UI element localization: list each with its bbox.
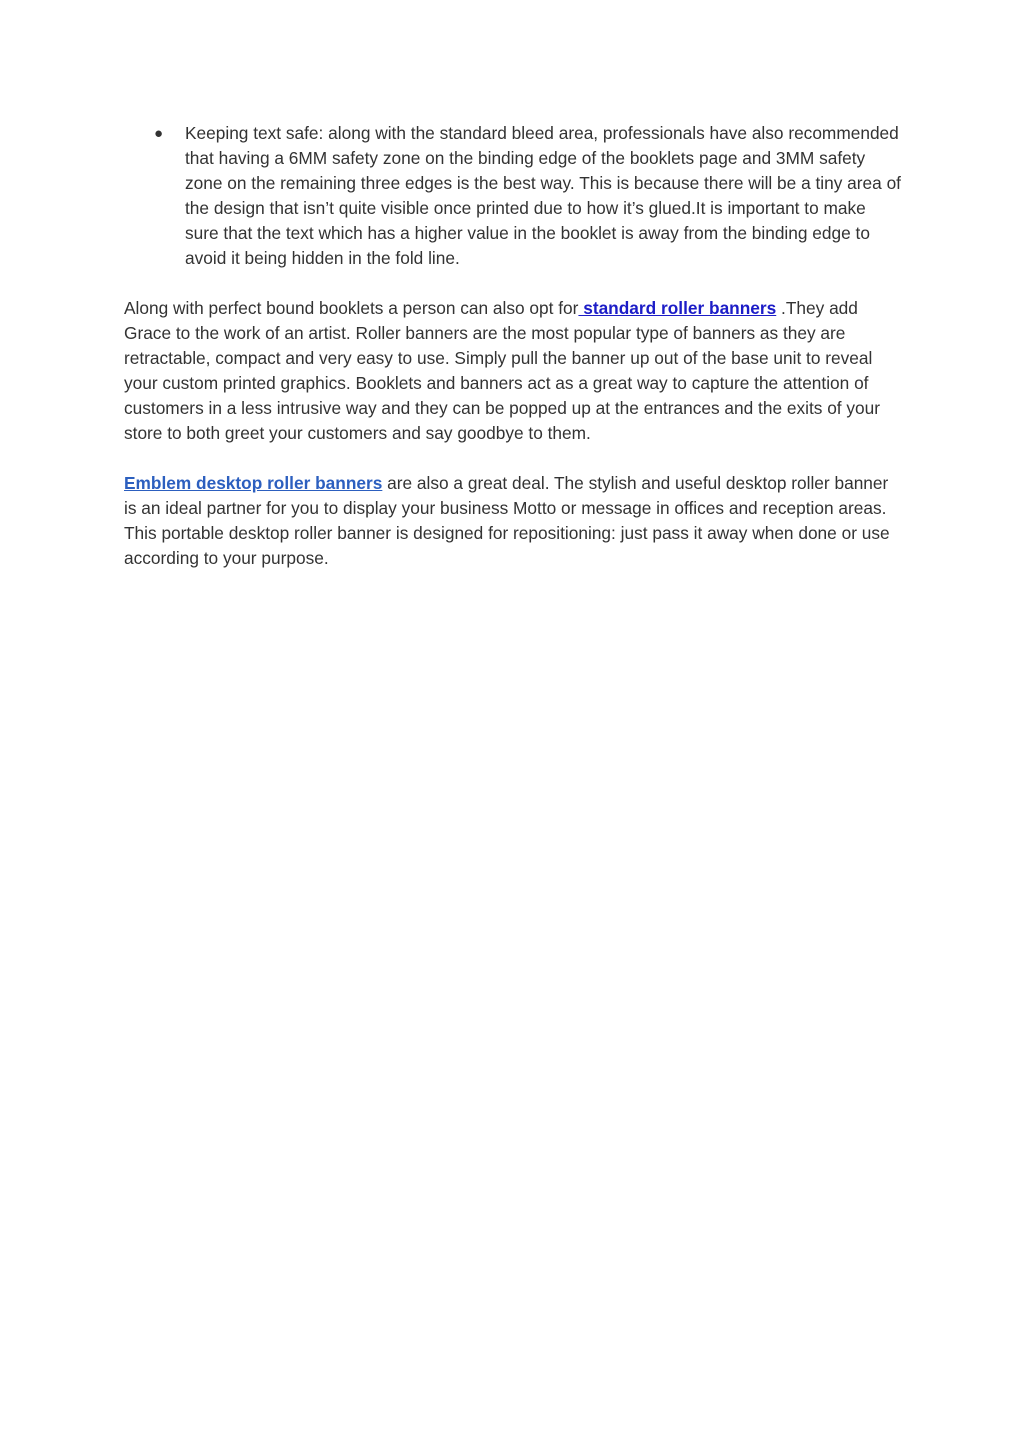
paragraph-text: .They add Grace to the work of an artist. Roller banners are the most popular type of banners as they are retractable, compact and very easy to use. Simply pull the banner up out of the base unit to reveal your custom printed graphics. Booklets and banners act as a great way to capture the attention of customers in a less intrusive way and they can be popped up at the entrances and the exits of your store to both greet your customers and say goodbye to them. bbox=[124, 298, 881, 443]
bullet-list bbox=[124, 121, 904, 271]
bullet-icon: ● bbox=[154, 125, 164, 142]
list-item-text: Keeping text safe: along with the standard bleed area, professionals have also recommended that having a 6MM safety zone on the binding edge of the booklets page and 3MM safety zone on the remaining three edges is the best way. This is because there will be a tiny area of the design that isn’t quite visible once printed due to how it’s glued.It is important to make sure that the text which has a higher value in the booklet is away from the binding edge to avoid it being hidden in the fold line. bbox=[185, 123, 901, 268]
paragraph-desktop-banners bbox=[124, 471, 904, 571]
paragraph-roller-banners bbox=[124, 296, 904, 446]
standard-roller-banners-link[interactable]: standard roller banners bbox=[578, 298, 777, 318]
list-item bbox=[124, 121, 904, 271]
document-body bbox=[124, 121, 904, 596]
paragraph-text: Along with perfect bound booklets a person can also opt for bbox=[124, 298, 579, 318]
emblem-desktop-roller-banners-link[interactable]: Emblem desktop roller banners bbox=[124, 473, 383, 493]
paragraph-text: are also a great deal. The stylish and useful desktop roller banner is an ideal partner for you to display your business Motto or message in offices and reception areas. This portable desktop roller banner is designed for repositioning: just pass it away when done or use according to your purpose. bbox=[124, 473, 890, 568]
